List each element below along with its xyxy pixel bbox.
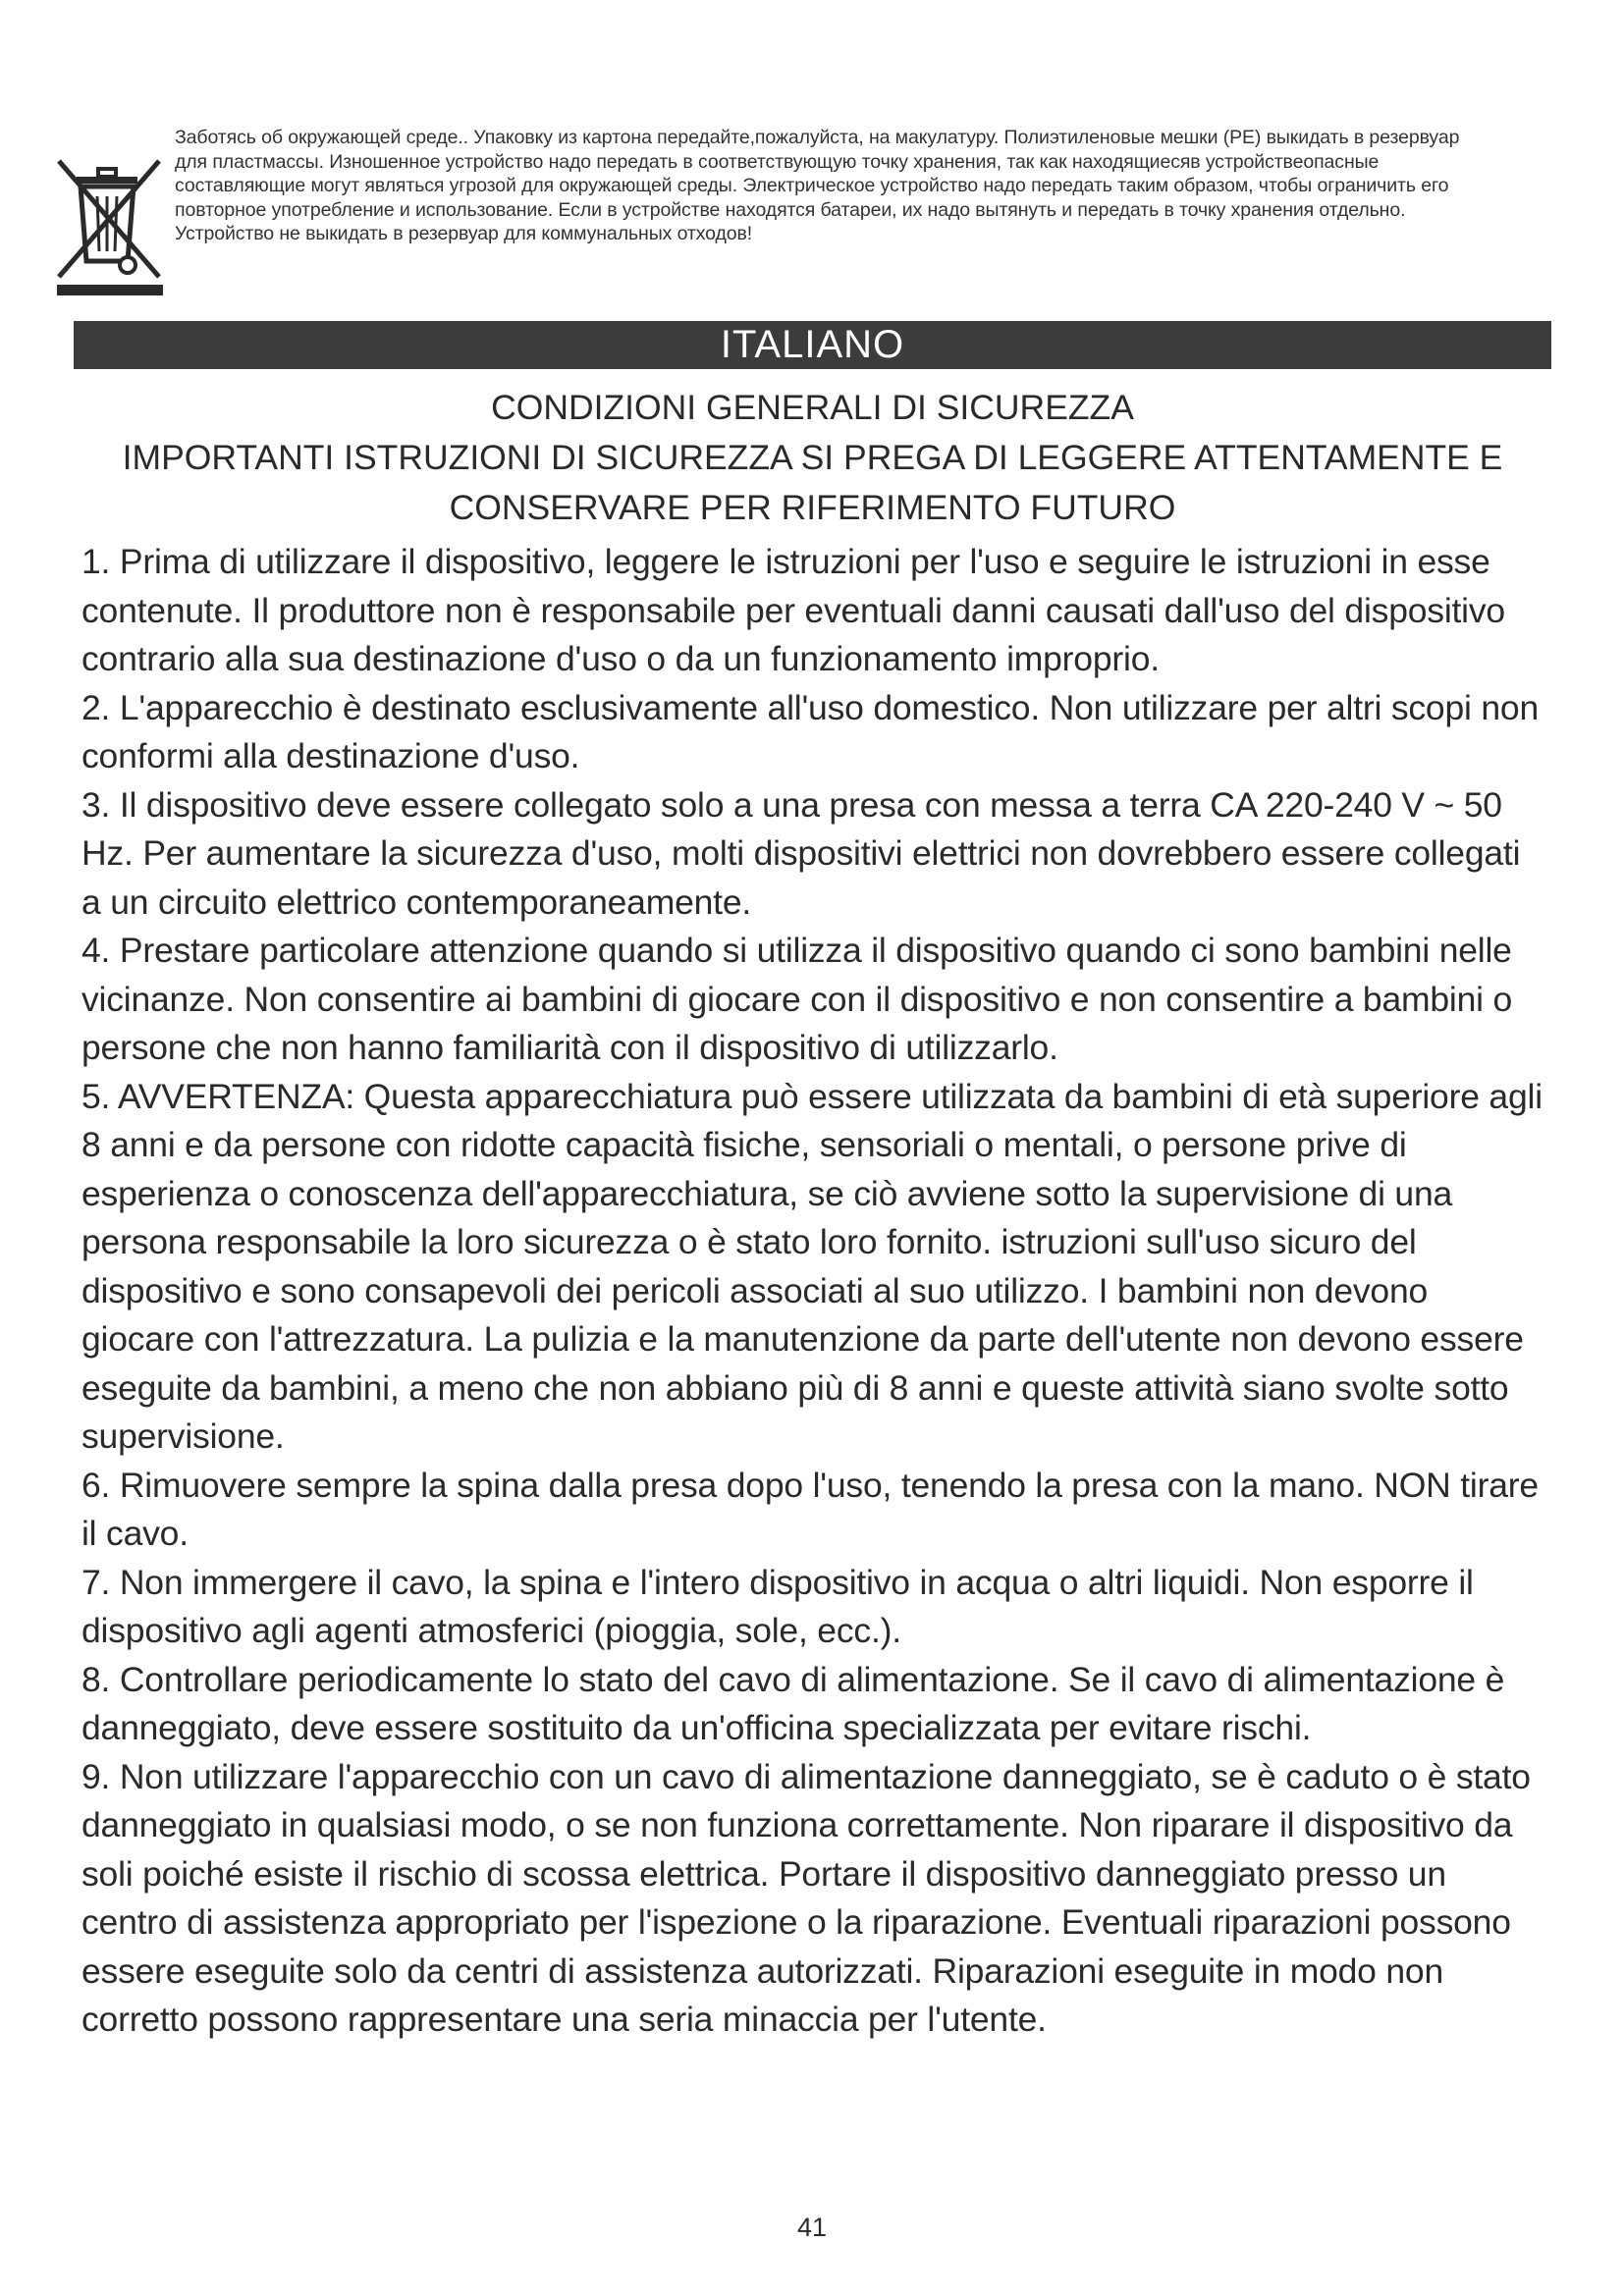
instruction-item: 3. Il dispositivo deve essere collegato solo a una presa con messa a terra CA 220-240 V ~ 50 Hz. Per aumentare la sicurezza d'uso, molti dispositivi elettrici non dovrebbero essere collegati a un circuito elettrico contemporaneamente. <box>81 784 1521 922</box>
instruction-item: 6. Rimuovere sempre la spina dalla presa dopo l'uso, tenendo la presa con la mano. NON tirare il cavo. <box>81 1465 1539 1553</box>
instruction-item: 7. Non immergere il cavo, la spina e l'intero dispositivo in acqua o altri liquidi. Non esporre il dispositivo agli agenti atmosferici (pioggia, sole, ecc.). <box>81 1562 1474 1650</box>
instruction-item: 8. Controllare periodicamente lo stato del cavo di alimentazione. Se il cavo di alimentazione è danneggiato, deve essere sostituito da un'officina specializzata per evitare rischi. <box>81 1659 1505 1747</box>
instruction-item: 9. Non utilizzare l'apparecchio con un cavo di alimentazione danneggiato, se è caduto o è stato danneggiato in qualsiasi modo, o se non funziona correttamente. Non riparare il dispositivo da soli poiché esiste il rischio di scossa elettrica. Portare il dispositivo danneggiato presso un centro di assistenza appropriato per l'ispezione o la riparazione. Eventuali riparazioni possono essere eseguite solo da centri di assistenza autorizzati. Riparazioni eseguite in modo non corretto possono rappresentare una seria minaccia per l'utente. <box>81 1756 1531 2039</box>
instruction-item: 4. Prestare particolare attenzione quando si utilizza il dispositivo quando ci sono bambini nelle vicinanze. Non consentire ai bambini di giocare con il dispositivo e non consentire a bambini o persone che non hanno familiarità con il dispositivo di utilizzarlo. <box>81 931 1513 1067</box>
section-title: CONDIZIONI GENERALI DI SICUREZZA <box>491 388 1134 427</box>
subtitle-line-2: CONSERVARE PER RIFERIMENTO FUTURO <box>449 488 1176 527</box>
instruction-item: 5. AVVERTENZA: Questa apparecchiatura può essere utilizzata da bambini di età superiore agli 8 anni e da persone con ridotte capacità fisiche, sensoriali o mentali, o persone prive di esperienza o conoscenza dell'apparecchiatura, se ciò avviene sotto la supervisione di una persona responsabile la loro sicurezza o è stato loro fornito. istruzioni sull'uso sicuro del dispositivo e sono consapevoli dei pericoli associati al suo utilizzo. I bambini non devono giocare con l'attrezzatura. La pulizia e la manutenzione da parte dell'utente non devono essere eseguite da bambini, a meno che non abbiano più di 8 anni e queste attività siano svolte sotto supervisione. <box>81 1076 1543 1456</box>
subtitle-line-1: IMPORTANTI ISTRUZIONI DI SICUREZZA SI PREGA DI LEGGERE ATTENTAMENTE E <box>122 438 1503 477</box>
recycling-notice-text: Заботясь об окружающей среде.. Упаковку из картона передайте,пожалуйста, на макулатуру. Полиэтиленовые мешки (PE) выкидать в резервуар для пластмассы. Изношенное устройство надо передать в соответствующую точку хранения, так как находящиесяв устройствеопасные составляющие могут являться угрозой для окружающей среды. Электрическое устройство надо передать таким образом, чтобы ограничить его повторное употребление и использование. Если в устройстве находятся батареи, их надо вытянуть и передать в точку хранения отдельно. Устройство не выкидать в резервуар для коммунальных отходов! <box>175 127 1460 244</box>
instruction-item: 2. L'apparecchio è destinato esclusivamente all'uso domestico. Non utilizzare per altri scopi non conformi alla destinazione d'uso. <box>81 687 1539 775</box>
instruction-item: 1. Prima di utilizzare il dispositivo, leggere le istruzioni per l'uso e seguire le istruzioni in esse contenute. Il produttore non è responsabile per eventuali danni causati dall'uso del dispositivo contrario alla sua destinazione d'uso o da un funzionamento improprio. <box>81 542 1505 678</box>
language-header: ITALIANO <box>74 321 1551 369</box>
page-number: 41 <box>796 2213 828 2242</box>
crossed-out-wheelie-bin-icon <box>51 155 169 300</box>
recycling-notice <box>51 126 1485 293</box>
safety-instructions-list <box>81 538 1544 2045</box>
safety-headings <box>74 383 1551 533</box>
